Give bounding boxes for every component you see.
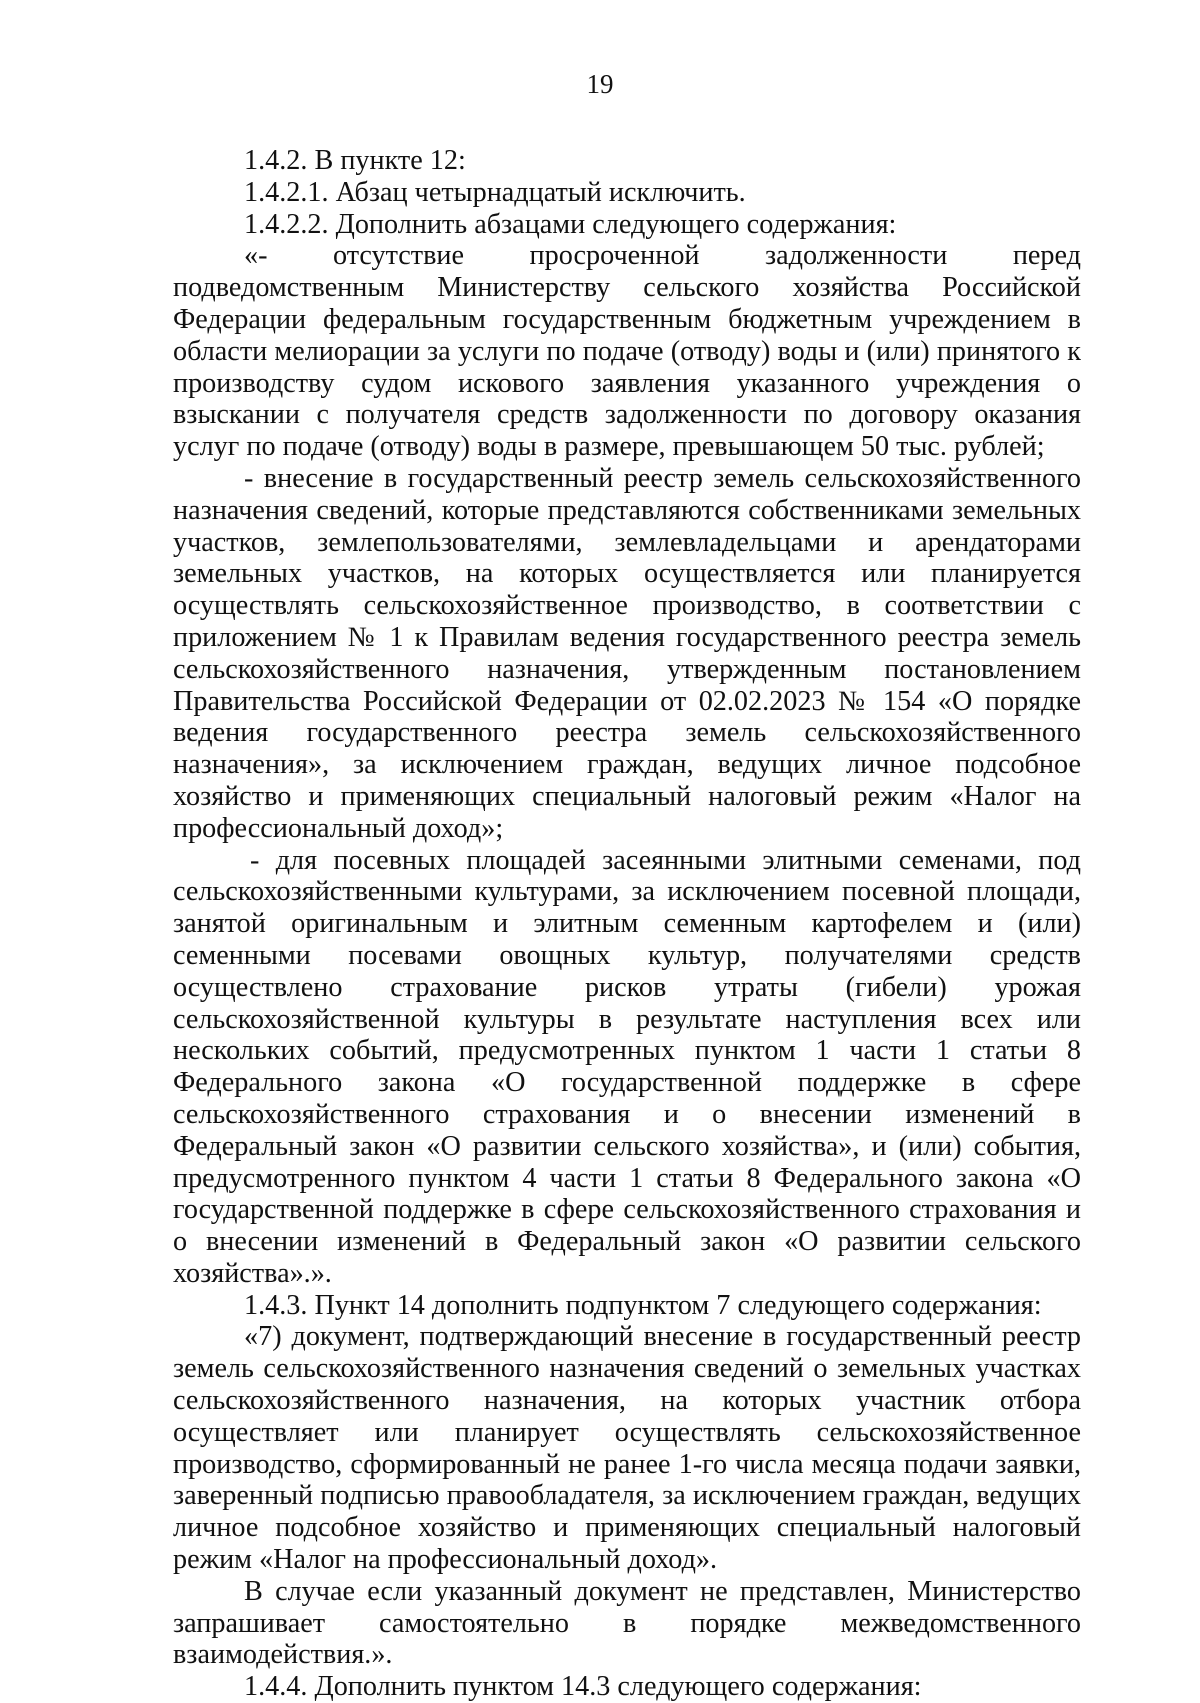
paragraph-land-registry: - внесение в государственный реестр земель сельскохозяйственного назначения сведений, которые представляются собственниками земельных участков, землепользователями, землевладельцами и арендаторами земельных участков, на которых осуществляется или планируется осуществлять сельскохозяйственное производство, в соответствии с приложением № 1 к Правилам ведения государственного реестра земель сельскохозяйственного назначения, утвержденным постановлением Правительства Российской Федерации от 02.02.2023 № 154 «О порядке ведения государственного реестра земель сельскохозяйственного назначения», за исключением граждан, ведущих личное подсобное хозяйство и применяющих специальный налоговый режим «Налог на профессиональный доход»; [173,462,1081,844]
paragraph-1-4-2-2: 1.4.2.2. Дополнить абзацами следующего содержания: [244,208,897,240]
paragraph-1-4-4: 1.4.4. Дополнить пунктом 14.3 следующего содержания: [244,1671,922,1703]
paragraph-ministry-request: В случае если указанный документ не представлен, Министерство запрашивает самостоятельно в порядке межведомственного взаимодействия.». [173,1575,1081,1671]
document-body [173,145,1081,1703]
paragraph-subitem-7: «7) документ, подтверждающий внесение в государственный реестр земель сельскохозяйственного назначения сведений о земельных участках сельскохозяйственного назначения, на которых участник отбора осуществляет или планирует осуществлять сельскохозяйственное производство, сформированный не ранее 1-го числа месяца подачи заявки, заверенный подписью правообладателя, за исключением граждан, ведущих личное подсобное хозяйство и применяющих специальный налоговый режим «Налог на профессиональный доход». [173,1321,1081,1576]
page-number: 19 [586,69,614,99]
paragraph-crop-insurance: - для посевных площадей засеянными элитными семенами, под сельскохозяйственными культурами, за исключением посевной площади, занятой оригинальным и элитным семенным картофелем и (или) семенными посевами овощных культур, получателями средств осуществлено страхование рисков утраты (гибели) урожая сельскохозяйственной культуры в результате наступления всех или нескольких событий, предусмотренных пунктом 1 части 1 статьи 8 Федерального закона «О государственной поддержке в сфере сельскохозяйственного страхования и о внесении изменений в Федеральный закон «О развитии сельского хозяйства», и (или) события, предусмотренного пунктом 4 части 1 статьи 8 Федерального закона «О государственной поддержке в сфере сельскохозяйственного страхования и о внесении изменений в Федеральный закон «О развитии сельского хозяйства».». [173,844,1081,1289]
paragraph-1-4-3: 1.4.3. Пункт 14 дополнить подпунктом 7 следующего содержания: [244,1289,1042,1321]
paragraph-1-4-2: 1.4.2. В пункте 12: [244,145,466,176]
paragraph-no-overdue-debt: «- отсутствие просроченной задолженности перед подведомственным Министерству сельского хозяйства Российской Федерации федеральным государственным бюджетным учреждением в области мелиорации за услуги по подаче (отводу) воды и (или) принятого к производству судом искового заявления указанного учреждения о взыскании с получателя средств задолженности по договору оказания услуг по подаче (отводу) воды в размере, превышающем 50 тыс. рублей; [173,240,1081,463]
paragraph-1-4-2-1: 1.4.2.1. Абзац четырнадцатый исключить. [244,176,746,208]
